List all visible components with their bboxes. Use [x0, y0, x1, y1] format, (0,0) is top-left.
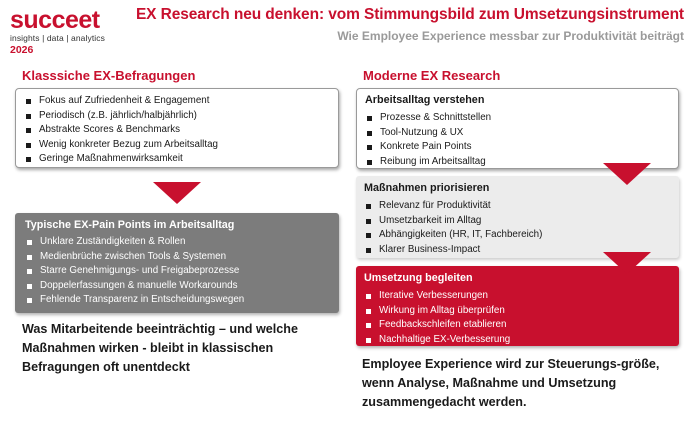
list-item: Feedbackschleifen etablieren [364, 318, 671, 333]
step-prioritize-list [364, 199, 671, 257]
list-item: Iterative Verbesserungen [364, 289, 671, 304]
step-prioritize-title: Maßnahmen priorisieren [364, 182, 490, 194]
list-item: Wenig konkreter Bezug zum Arbeitsalltag [24, 138, 330, 153]
classic-survey-list [24, 94, 330, 167]
list-item: Starre Genehmigungs- und Freigabeprozesse [25, 264, 329, 279]
logo-year: 2026 [10, 44, 34, 56]
step-implement-box [356, 266, 679, 346]
step-prioritize-box [356, 176, 679, 258]
list-item: Wirkung im Alltag überprüfen [364, 304, 671, 319]
list-item: Nachhaltige EX-Verbesserung [364, 333, 671, 348]
logo-wordmark: succeet [10, 6, 100, 34]
left-conclusion: Was Mitarbeitende beeinträchtig – und welche Maßnahmen wirken - bleibt in klassischen Befragungen oft unentdeckt [22, 322, 298, 374]
list-item: Abhängigkeiten (HR, IT, Fachbereich) [364, 228, 671, 243]
step-understand-box [356, 88, 679, 169]
list-item: Reibung im Arbeitsalltag [365, 155, 670, 170]
list-item: Klarer Business-Impact [364, 243, 671, 258]
down-arrow-icon [603, 163, 651, 185]
logo-tagline: insights | data | analytics [10, 33, 105, 43]
classic-survey-box [15, 88, 339, 168]
page-subtitle: Wie Employee Experience messbar zur Produktivität beiträgt [337, 29, 684, 43]
list-item: Periodisch (z.B. jährlich/halbjährlich) [24, 109, 330, 124]
list-item: Fehlende Transparenz in Entscheidungswegen [25, 293, 329, 308]
brand-logo [10, 7, 140, 56]
right-column-heading: Moderne EX Research [363, 68, 501, 83]
list-item: Doppelerfassungen & manuelle Workarounds [25, 279, 329, 294]
right-conclusion: Employee Experience wird zur Steuerungs-größe, wenn Analyse, Maßnahme und Umsetzung zusammengedacht werden. [362, 357, 660, 409]
list-item: Unklare Zuständigkeiten & Rollen [25, 235, 329, 250]
list-item: Abstrakte Scores & Benchmarks [24, 123, 330, 138]
down-arrow-icon [603, 252, 651, 274]
step-understand-title: Arbeitsalltag verstehen [365, 94, 485, 106]
list-item: Medienbrüche zwischen Tools & Systemen [25, 250, 329, 265]
list-item: Fokus auf Zufriedenheit & Engagement [24, 94, 330, 109]
pain-points-list [25, 235, 329, 308]
pain-points-title: Typische EX-Pain Points im Arbeitsalltag [25, 219, 235, 231]
list-item: Umsetzbarkeit im Alltag [364, 214, 671, 229]
page-title: EX Research neu denken: vom Stimmungsbild zum Umsetzungsinstrument [135, 6, 684, 23]
pain-points-box [15, 213, 339, 313]
left-column-heading: Klasssiche EX-Befragungen [22, 68, 196, 83]
down-arrow-icon [153, 182, 201, 204]
step-implement-list [364, 289, 671, 347]
list-item: Konkrete Pain Points [365, 140, 670, 155]
list-item: Relevanz für Produktivität [364, 199, 671, 214]
step-implement-title: Umsetzung begleiten [364, 272, 473, 284]
list-item: Geringe Maßnahmenwirksamkeit [24, 152, 330, 167]
list-item: Tool-Nutzung & UX [365, 126, 670, 141]
list-item: Prozesse & Schnittstellen [365, 111, 670, 126]
step-understand-list [365, 111, 670, 169]
